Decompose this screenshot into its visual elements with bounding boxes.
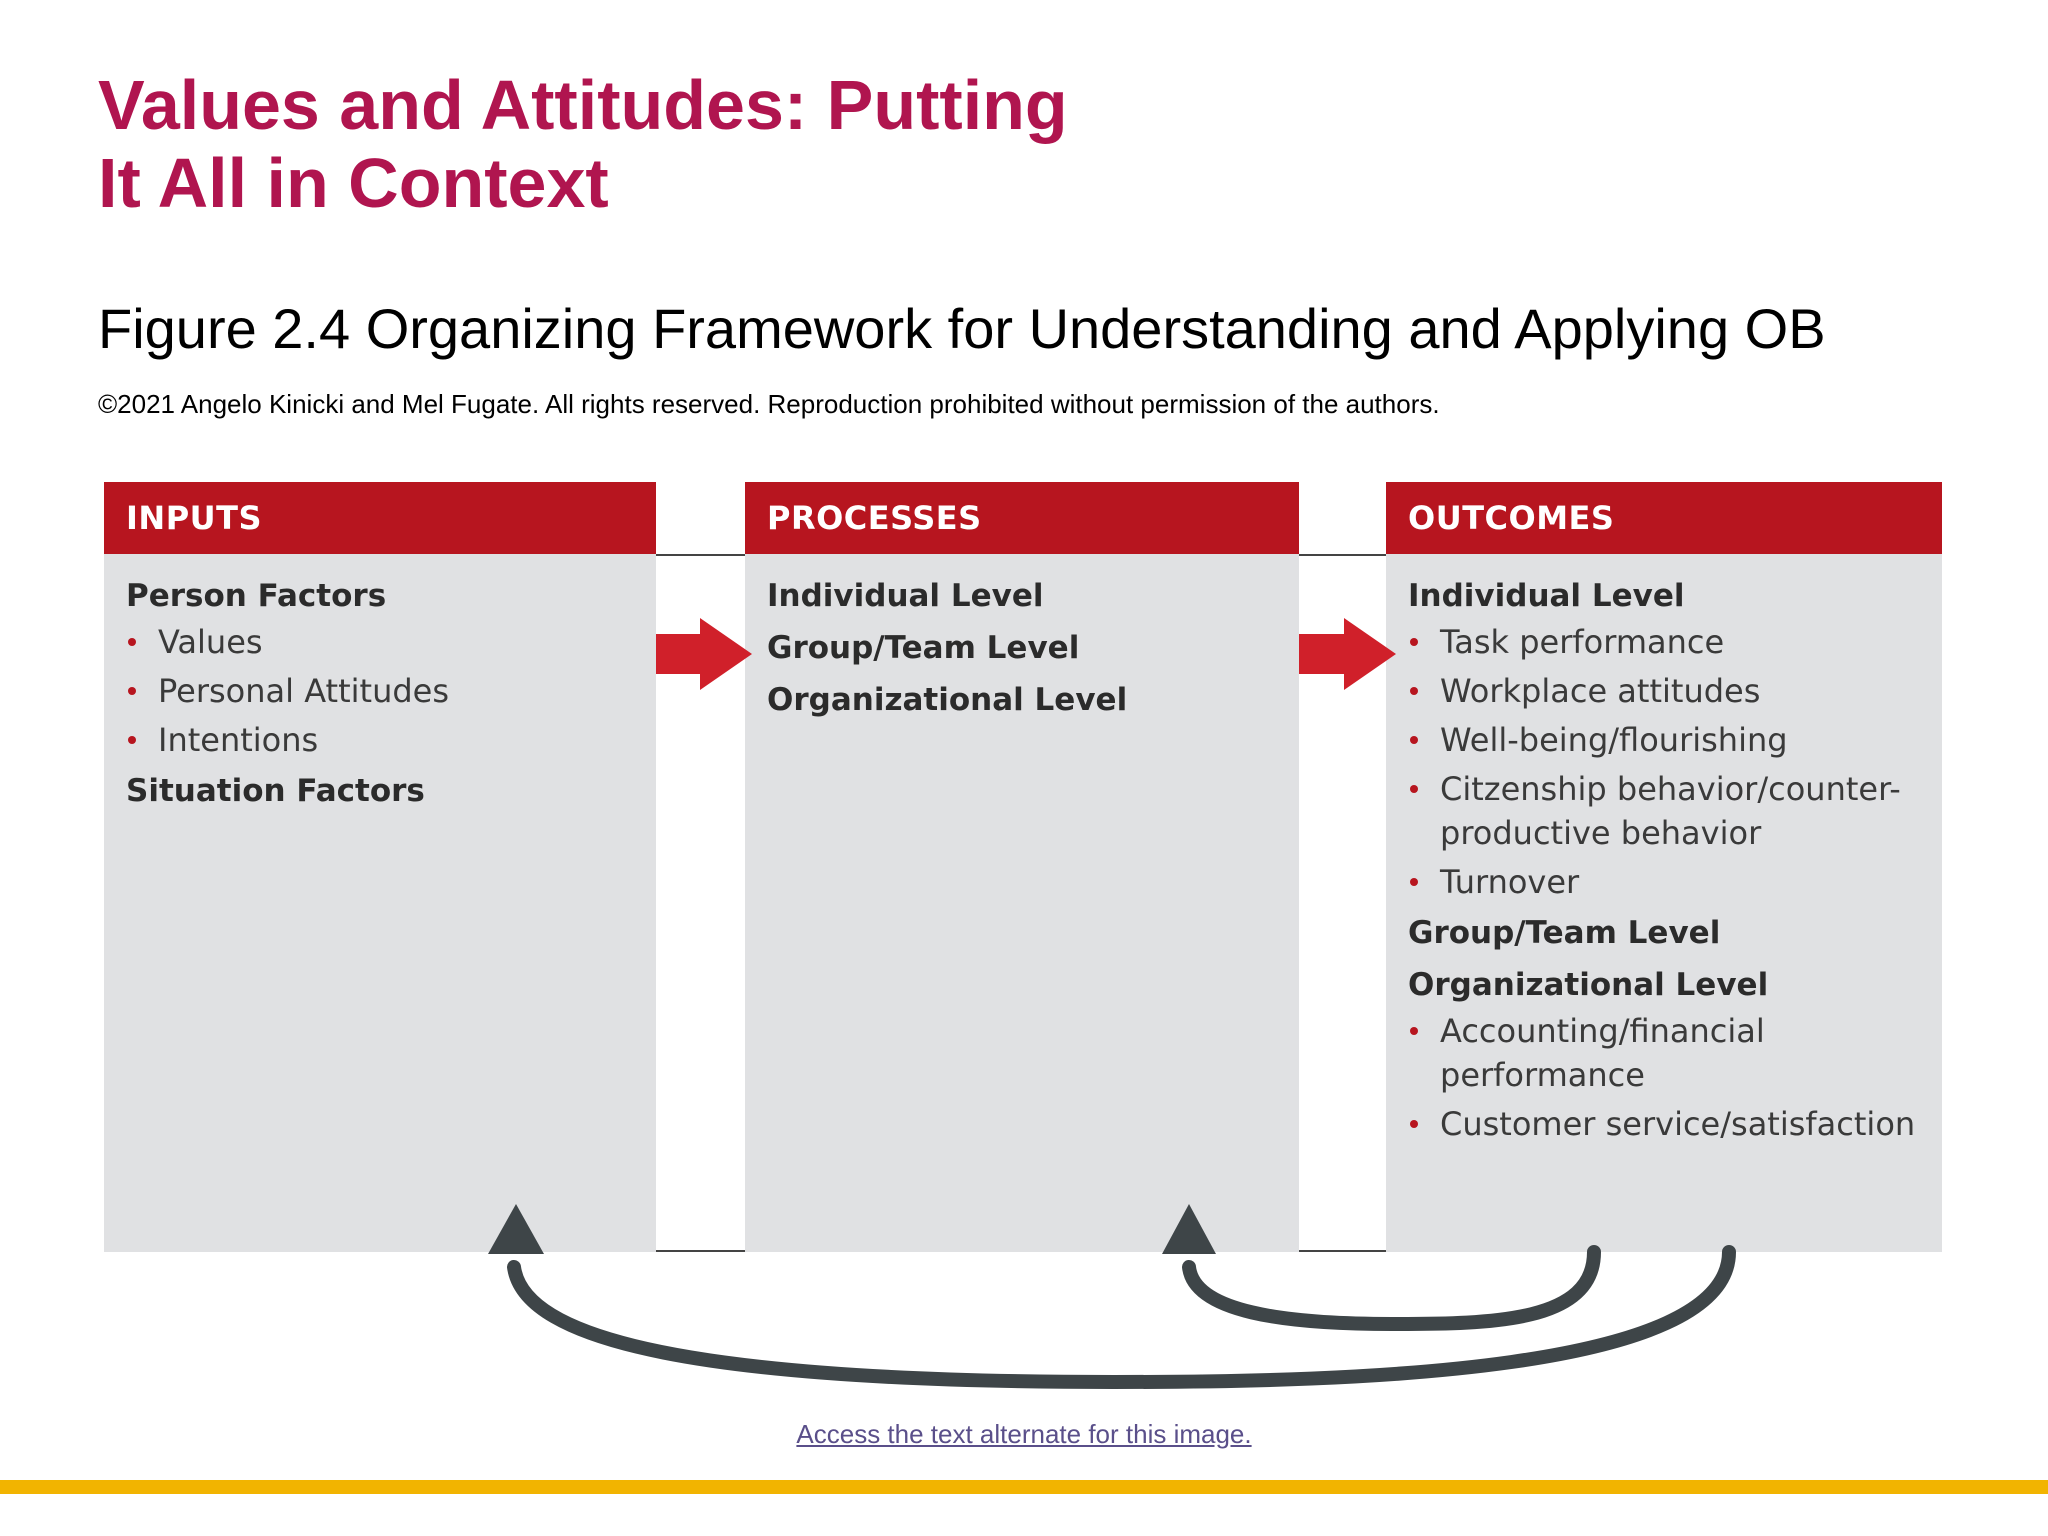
- list-item-text: Turnover: [1440, 863, 1580, 901]
- processes-organizational-heading: Organizational Level: [767, 682, 1128, 718]
- list-item-text: Task performance: [1440, 623, 1725, 661]
- list-item-text: Personal Attitudes: [158, 672, 450, 710]
- arrow-right-icon: [656, 618, 752, 690]
- list-item-text: Intentions: [158, 721, 319, 759]
- figure-caption: Figure 2.4 Organizing Framework for Understanding and Applying OB: [98, 297, 1826, 360]
- title-line-2: It All in Context: [98, 144, 609, 222]
- processes-individual-heading: Individual Level: [767, 578, 1044, 614]
- copyright-notice: ©2021 Angelo Kinicki and Mel Fugate. All rights reserved. Reproduction prohibited without permission of the authors.: [98, 389, 1440, 419]
- inputs-person-factors-heading: Person Factors: [126, 578, 387, 614]
- outcomes-individual-heading: Individual Level: [1408, 578, 1685, 614]
- alt-text-link[interactable]: Access the text alternate for this image.: [796, 1419, 1252, 1449]
- list-item-text: Values: [158, 623, 263, 661]
- feedback-arrow-icon: [1162, 1204, 1594, 1324]
- footer-bar: [0, 1480, 2048, 1494]
- diagram-connectors: [104, 482, 1942, 1410]
- outcomes-header: OUTCOMES: [1386, 482, 1942, 554]
- list-item-text: Citzenship behavior/counter-productive behavior: [1440, 770, 1901, 852]
- inputs-situation-factors-heading: Situation Factors: [126, 773, 425, 809]
- outcomes-organizational-heading: Organizational Level: [1408, 967, 1769, 1003]
- list-item-text: Customer service/satisfaction: [1440, 1105, 1916, 1143]
- inputs-header: INPUTS: [104, 482, 656, 554]
- processes-group-team-heading: Group/Team Level: [767, 630, 1080, 666]
- feedback-arrow-icon: [488, 1204, 1729, 1382]
- title-line-1: Values and Attitudes: Putting: [98, 66, 1068, 144]
- slide-title: [98, 66, 1298, 222]
- list-item-text: Well-being/flourishing: [1440, 721, 1788, 759]
- list-item-text: Accounting/financial performance: [1440, 1012, 1765, 1094]
- processes-header: PROCESSES: [745, 482, 1299, 554]
- arrow-right-icon: [1299, 618, 1396, 690]
- list-item-text: Workplace attitudes: [1440, 672, 1761, 710]
- alt-text-link-container: [0, 1418, 2048, 1450]
- outcomes-group-team-heading: Group/Team Level: [1408, 915, 1721, 951]
- ob-framework-diagram: [104, 482, 1942, 1252]
